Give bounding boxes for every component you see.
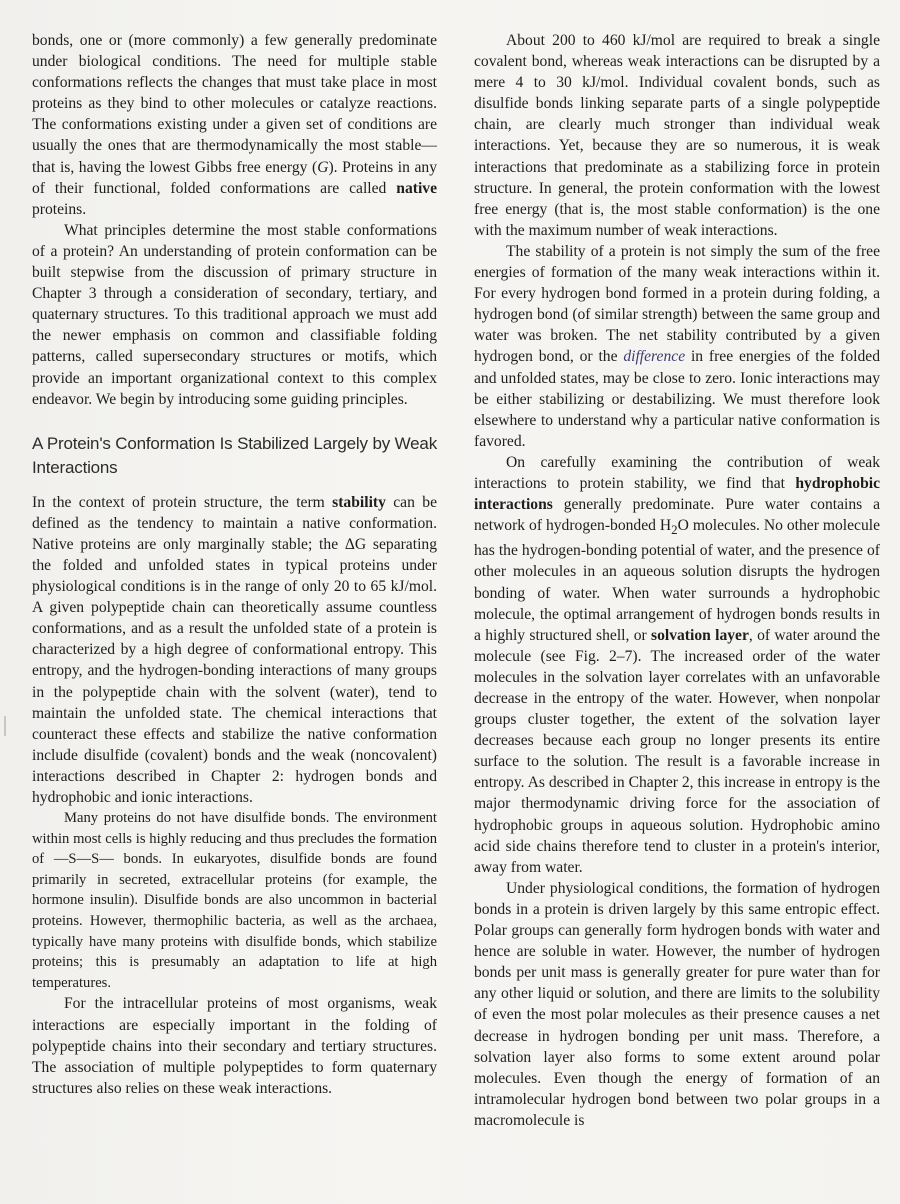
paragraph-weak-interactions: For the intracellular proteins of most organisms, weak interactions are especially important in the folding of polypeptide chains into their secondary and tertiary structures. The association of multiple polypeptides to form quaternary structures also relies on these weak interactions. bbox=[32, 995, 437, 1097]
paragraph-stability bbox=[32, 492, 437, 808]
margin-mark bbox=[4, 716, 6, 736]
paragraph-principles: What principles determine the most stable conformations of a protein? An understanding of protein conformation can be built stepwise from the discussion of primary structure in Chapter 3 through a consideration of secondary, tertiary, and quaternary structures. To this traditional approach we must add the newer emphasis on common and classifiable folding patterns, called supersecondary structures or motifs, which provide an important organizational context to this complex endeavor. We begin by introducing some guiding principles. bbox=[32, 221, 437, 408]
paragraph-net-stability bbox=[474, 241, 880, 452]
text-run: ). Proteins in any of their functional, folded conformations are called bbox=[32, 158, 437, 197]
text-run: On carefully examining the contribution of weak interactions to protein stability, we find that bbox=[474, 453, 880, 492]
paragraph-disulfide: Many proteins do not have disulfide bonds. The environment within most cells is highly reducing and thus precludes the formation of —S—S— bonds. In eukaryotes, disulfide bonds are found primarily in secreted, extracellular proteins (for example, the hormone insulin). Disulfide bonds are also uncommon in bacterial proteins. However, thermophilic bacteria, as well as the archaea, typically have many proteins with disulfide bonds, which stabilize proteins; this is presumably an adaptation to life at high temperatures. bbox=[32, 810, 437, 991]
paragraph-hydrogen-bonds: Under physiological conditions, the formation of hydrogen bonds in a protein is driven largely by this same entropic effect. Polar groups can generally form hydrogen bonds with water and hence are soluble in water. However, the number of hydrogen bonds per unit mass is generally greater for pure water than for any other liquid or solution, and there are limits to the solubility of even the most polar molecules as their presence causes a net decrease in hydrogen bonding per unit mass. Therefore, a solvation layer also forms to some extent around polar molecules. Even though the energy of formation of an intramolecular hydrogen bond between two polar groups in a macromolecule is bbox=[474, 879, 880, 1129]
gibbs-symbol: G bbox=[317, 158, 329, 176]
text-run: in free energies of the folded and unfolded states, may be close to zero. Ionic interactions may be either stabilizing or destabilizing. We must therefore look elsewhere to understand why a particular native conformation is favored. bbox=[474, 348, 880, 450]
left-column bbox=[32, 30, 437, 1099]
text-run: generally predominate. Pure water contains a network of hydrogen-bonded H bbox=[474, 496, 880, 535]
paragraph-native-proteins bbox=[32, 30, 437, 220]
text-run: O molecules. No other molecule has the hydrogen-bonding potential of water, and the presence of other molecules in an aqueous solution disrupts the hydrogen bonding of water. When water surrounds a hydrophobic molecule, the optimal arrangement of hydrogen bonds results in a highly structured shell, or bbox=[474, 517, 880, 644]
subscript-two: 2 bbox=[671, 522, 678, 538]
key-term-native: native bbox=[396, 179, 437, 197]
key-term-solvation-layer: solvation layer bbox=[651, 626, 749, 644]
text-run: , of water around the molecule (see Fig. 2–7). The increased order of the water molecules in the solvation layer correlates with an unfavorable decrease in the entropy of the water. However, when nonpolar groups cluster together, the extent of the solvation layer decreases because each group no longer presents its entire surface to the solution. The result is a favorable increase in entropy. As described in Chapter 2, this increase in entropy is the major thermodynamic driving force for the association of hydrophobic groups in aqueous solution. Hydrophobic amino acid side chains therefore tend to cluster in a protein's interior, away from water. bbox=[474, 626, 880, 876]
emphasis-difference: difference bbox=[623, 348, 686, 366]
text-run: proteins. bbox=[32, 200, 87, 218]
key-term-stability: stability bbox=[332, 493, 386, 511]
text-run: In the context of protein structure, the term bbox=[32, 493, 333, 511]
text-run: bonds, one or (more commonly) a few generally predominate under biological conditions. The need for multiple stable conformations reflects the changes that must take place in most proteins as they bind to other molecules or catalyze reactions. The conformations existing under a given set of conditions are usually the ones that are thermodynamically the most stable—that is, having the lowest Gibbs free energy ( bbox=[32, 32, 437, 176]
paragraph-hydrophobic bbox=[474, 452, 880, 878]
key-term-hydrophobic-interactions: hydrophobic interactions bbox=[474, 474, 880, 514]
right-column bbox=[474, 30, 880, 1131]
text-run: can be defined as the tendency to maintain a native conformation. Native proteins are only marginally stable; the ΔG separating the folded and unfolded states in typical proteins under physiological conditions is in the range of only 20 to 65 kJ/mol. A given polypeptide chain can theoretically assume countless conformations, and as a result the unfolded state of a protein is characterized by a high degree of conformational entropy. This entropy, and the hydrogen-bonding interactions of many groups in the polypeptide chain with the solvent (water), tend to maintain the unfolded state. The chemical interactions that counteract these effects and stabilize the native conformation include disulfide (covalent) bonds and the weak (noncovalent) interactions described in Chapter 2: hydrogen bonds and hydrophobic and ionic interactions. bbox=[32, 493, 437, 806]
paragraph-bond-energies: About 200 to 460 kJ/mol are required to break a single covalent bond, whereas weak interactions can be disrupted by a mere 4 to 30 kJ/mol. Individual covalent bonds, such as disulfide bonds linking separate parts of a single polypeptide chain, are clearly much stronger than individual weak interactions. Yet, because they are so numerous, it is weak interactions that predominate as a stabilizing force in protein structure. In general, the protein conformation with the lowest free energy (that is, the most stable conformation) is the one with the maximum number of weak interactions. bbox=[474, 32, 880, 239]
text-run: The stability of a protein is not simply the sum of the free energies of formation of the many weak interactions within it. For every hydrogen bond formed in a protein during folding, a hydrogen bond (of similar strength) between the same group and water was broken. The net stability contributed by a given hydrogen bond, or the bbox=[474, 242, 880, 366]
section-heading: A Protein's Conformation Is Stabilized Largely by Weak Interactions bbox=[32, 433, 437, 477]
